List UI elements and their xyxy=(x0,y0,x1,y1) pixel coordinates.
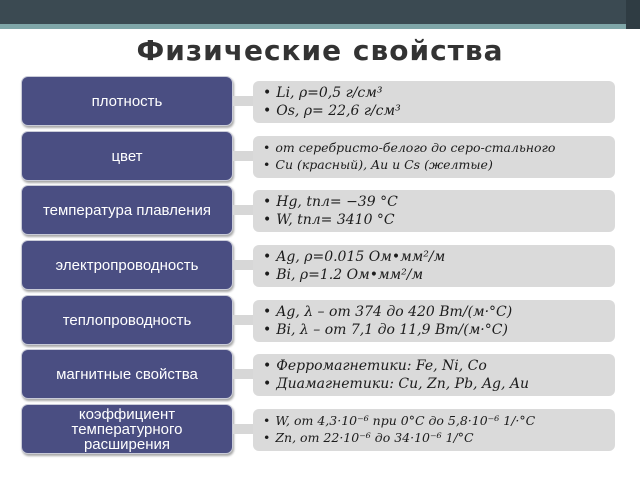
row-connector xyxy=(233,315,255,325)
bullet-icon: • xyxy=(263,376,272,392)
top-bar-accent xyxy=(0,24,640,29)
bullet-icon: • xyxy=(263,157,271,172)
property-row xyxy=(21,404,621,454)
property-values xyxy=(253,354,615,396)
value-line: • Zn, от 22·10⁻⁶ до 34·10⁻⁶ 1/°С xyxy=(263,430,474,445)
property-row xyxy=(21,240,621,290)
property-label: плотность xyxy=(21,76,233,126)
value-line: • Bi, ρ=1.2 Ом•мм²/м xyxy=(263,267,424,283)
property-label: температура плавления xyxy=(21,185,233,235)
bullet-icon: • xyxy=(263,430,271,445)
bullet-icon: • xyxy=(263,140,271,155)
row-connector xyxy=(233,205,255,215)
bullet-icon: • xyxy=(263,413,271,428)
property-values xyxy=(253,245,615,287)
value-line: • Li, ρ=0,5 г/см³ xyxy=(263,85,383,101)
value-line: • Hg, tпл= −39 °C xyxy=(263,194,398,210)
value-line: • Диамагнетики: Cu, Zn, Pb, Ag, Au xyxy=(263,376,530,392)
value-line: • Bi, λ – от 7,1 до 11,9 Вт/(м·°С) xyxy=(263,322,508,338)
value-line: • W, от 4,3·10⁻⁶ при 0°С до 5,8·10⁻⁶ 1/·°С xyxy=(263,413,536,428)
property-values xyxy=(253,81,615,123)
property-label: коэффициент температурного расширения xyxy=(21,404,233,454)
row-connector xyxy=(233,369,255,379)
row-connector xyxy=(233,96,255,106)
value-line: • от серебристо-белого до серо-стального xyxy=(263,140,556,155)
property-label: электропроводность xyxy=(21,240,233,290)
top-bar-corner xyxy=(626,0,640,29)
value-line: • Ферромагнетики: Fe, Ni, Co xyxy=(263,358,487,374)
bullet-icon: • xyxy=(263,304,272,320)
property-row xyxy=(21,131,621,181)
bullet-icon: • xyxy=(263,194,272,210)
bullet-icon: • xyxy=(263,322,272,338)
bullet-icon: • xyxy=(263,249,272,265)
property-values xyxy=(253,136,615,178)
value-line: • Os, ρ= 22,6 г/см³ xyxy=(263,103,401,119)
value-line: • Ag, λ – от 374 до 420 Вт/(м·°С) xyxy=(263,304,513,320)
property-values xyxy=(253,190,615,232)
row-connector xyxy=(233,260,255,270)
bullet-icon: • xyxy=(263,358,272,374)
property-row xyxy=(21,76,621,126)
property-row xyxy=(21,349,621,399)
value-line: • W, tпл= 3410 °C xyxy=(263,212,395,228)
property-label: магнитные свойства xyxy=(21,349,233,399)
property-row xyxy=(21,185,621,235)
slide-title: Физические свойства xyxy=(136,34,504,67)
property-row xyxy=(21,295,621,345)
top-bar xyxy=(0,0,640,24)
property-values xyxy=(253,300,615,342)
bullet-icon: • xyxy=(263,267,272,283)
bullet-icon: • xyxy=(263,85,272,101)
value-line: • Cu (красный), Au и Cs (желтые) xyxy=(263,157,493,172)
property-label: теплопроводность xyxy=(21,295,233,345)
value-line: • Ag, ρ=0.015 Ом•мм²/м xyxy=(263,249,446,265)
bullet-icon: • xyxy=(263,212,272,228)
property-label: цвет xyxy=(21,131,233,181)
property-values xyxy=(253,409,615,451)
row-connector xyxy=(233,424,255,434)
bullet-icon: • xyxy=(263,103,272,119)
row-connector xyxy=(233,151,255,161)
